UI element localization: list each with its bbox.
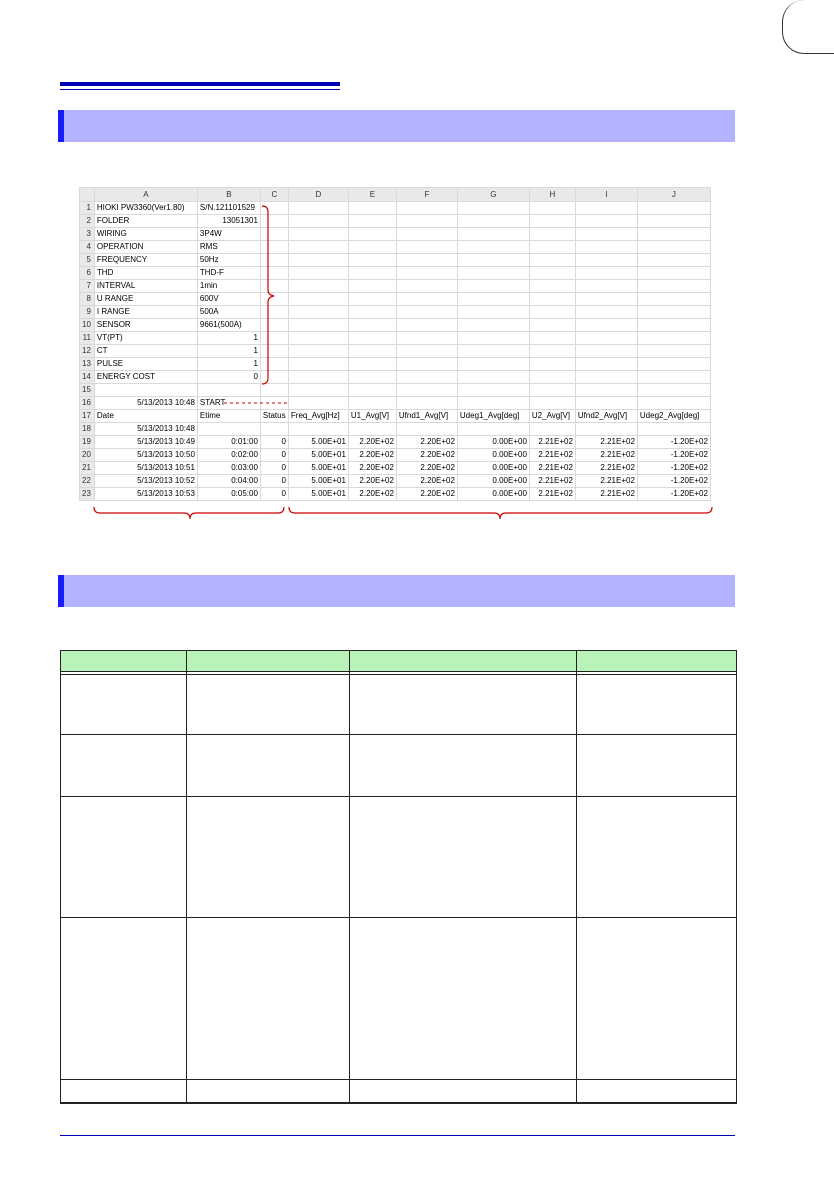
row-number: 5 <box>80 254 95 267</box>
sheet-cell: CT <box>94 345 197 358</box>
column-header: F <box>396 188 457 202</box>
sheet-cell: 0.00E+00 <box>457 449 529 462</box>
sheet-cell: 5/13/2013 10:48 <box>94 423 197 436</box>
sheet-cell: 5/13/2013 10:52 <box>94 475 197 488</box>
table-header-cell <box>577 651 737 672</box>
sheet-cell: OPERATION <box>94 241 197 254</box>
row-number: 14 <box>80 371 95 384</box>
sheet-cell: Udeg1_Avg[deg] <box>457 410 529 423</box>
sheet-cell: 2.21E+02 <box>575 462 637 475</box>
table-header-cell <box>187 651 350 672</box>
table-header-cell <box>350 651 577 672</box>
sheet-cell: Status <box>260 410 288 423</box>
row-number: 8 <box>80 293 95 306</box>
sheet-cell: 2.21E+02 <box>575 449 637 462</box>
sheet-cell: 2.20E+02 <box>348 475 396 488</box>
sheet-cell: Ufnd1_Avg[V] <box>396 410 457 423</box>
table-header-row <box>61 651 737 672</box>
sheet-cell: 2.20E+02 <box>396 488 457 501</box>
column-header: I <box>575 188 637 202</box>
sheet-cell: 0 <box>260 488 288 501</box>
row-number: 15 <box>80 384 95 397</box>
sheet-cell: FREQUENCY <box>94 254 197 267</box>
sheet-cell: 1 <box>197 358 260 371</box>
row-number: 7 <box>80 280 95 293</box>
sheet-cell: 0 <box>260 462 288 475</box>
sheet-cell: -1.20E+02 <box>637 462 710 475</box>
row-number: 17 <box>80 410 95 423</box>
sheet-cell: 2.20E+02 <box>348 436 396 449</box>
sheet-cell: THD <box>94 267 197 280</box>
column-header: A <box>94 188 197 202</box>
row-number: 9 <box>80 306 95 319</box>
table-row <box>61 918 737 1080</box>
sheet-cell: 2.21E+02 <box>529 449 575 462</box>
sheet-cell: Date <box>94 410 197 423</box>
sheet-cell: 1 <box>197 345 260 358</box>
row-number: 1 <box>80 202 95 215</box>
sheet-cell: 2.21E+02 <box>529 488 575 501</box>
annotation-braces <box>0 0 834 560</box>
table-row <box>61 735 737 797</box>
row-number: 19 <box>80 436 95 449</box>
sheet-cell: 0:03:00 <box>197 462 260 475</box>
sheet-cell: 0.00E+00 <box>457 462 529 475</box>
sheet-cell: 0:02:00 <box>197 449 260 462</box>
table-row <box>61 675 737 735</box>
sheet-cell: ENERGY COST <box>94 371 197 384</box>
row-number: 12 <box>80 345 95 358</box>
sheet-cell: 3P4W <box>197 228 260 241</box>
sheet-cell: 0.00E+00 <box>457 436 529 449</box>
column-header: J <box>637 188 710 202</box>
table-row <box>61 797 737 918</box>
sheet-cell: 5/13/2013 10:49 <box>94 436 197 449</box>
sheet-cell: 5.00E+01 <box>288 462 348 475</box>
sheet-cell: -1.20E+02 <box>637 475 710 488</box>
row-number: 16 <box>80 397 95 410</box>
sheet-cell: RMS <box>197 241 260 254</box>
sheet-cell: 2.20E+02 <box>396 449 457 462</box>
sheet-cell: U RANGE <box>94 293 197 306</box>
sheet-cell: 0:01:00 <box>197 436 260 449</box>
sheet-cell: Udeg2_Avg[deg] <box>637 410 710 423</box>
row-number: 2 <box>80 215 95 228</box>
table-header-cell <box>61 651 187 672</box>
sheet-cell: 5.00E+01 <box>288 475 348 488</box>
sheet-cell: 0 <box>260 449 288 462</box>
row-number: 4 <box>80 241 95 254</box>
sheet-cell: VT(PT) <box>94 332 197 345</box>
sheet-cell: 5/13/2013 10:53 <box>94 488 197 501</box>
sheet-cell: 2.21E+02 <box>575 475 637 488</box>
sheet-cell: Etime <box>197 410 260 423</box>
sheet-cell: 2.21E+02 <box>529 462 575 475</box>
sheet-cell: FOLDER <box>94 215 197 228</box>
sheet-cell: START <box>197 397 260 410</box>
sheet-cell: -1.20E+02 <box>637 449 710 462</box>
row-number: 18 <box>80 423 95 436</box>
sheet-cell: SENSOR <box>94 319 197 332</box>
column-header: B <box>197 188 260 202</box>
sheet-cell: 2.21E+02 <box>575 436 637 449</box>
sheet-cell: 2.20E+02 <box>348 449 396 462</box>
sheet-cell: 2.21E+02 <box>575 488 637 501</box>
description-table <box>60 650 737 1104</box>
sheet-cell: 5.00E+01 <box>288 436 348 449</box>
row-number: 13 <box>80 358 95 371</box>
sheet-cell: U1_Avg[V] <box>348 410 396 423</box>
sheet-cell: I RANGE <box>94 306 197 319</box>
sheet-cell: 13051301 <box>197 215 260 228</box>
sheet-cell: 50Hz <box>197 254 260 267</box>
column-header: G <box>457 188 529 202</box>
date-columns-brace <box>94 507 284 519</box>
sheet-cell: -1.20E+02 <box>637 436 710 449</box>
sheet-cell: 5.00E+01 <box>288 449 348 462</box>
sheet-cell: 0:04:00 <box>197 475 260 488</box>
sheet-cell: 1min <box>197 280 260 293</box>
sheet-cell: 5/13/2013 10:50 <box>94 449 197 462</box>
sheet-cell: INTERVAL <box>94 280 197 293</box>
sheet-cell: 600V <box>197 293 260 306</box>
sheet-cell: U2_Avg[V] <box>529 410 575 423</box>
sheet-cell: 1 <box>197 332 260 345</box>
section-bar-edge <box>58 575 64 607</box>
sheet-cell: 0 <box>260 475 288 488</box>
sheet-cell: 0 <box>197 371 260 384</box>
sheet-cell: 5/13/2013 10:51 <box>94 462 197 475</box>
sheet-cell: 2.20E+02 <box>396 462 457 475</box>
sheet-cell: 9661(500A) <box>197 319 260 332</box>
sheet-cell: S/N.121101529 <box>197 202 260 215</box>
sheet-cell: 2.21E+02 <box>529 436 575 449</box>
sheet-cell: 0 <box>260 436 288 449</box>
row-number: 23 <box>80 488 95 501</box>
column-header: D <box>288 188 348 202</box>
sheet-cell: 5.00E+01 <box>288 488 348 501</box>
column-header: E <box>348 188 396 202</box>
row-number: 21 <box>80 462 95 475</box>
sheet-cell: 2.20E+02 <box>396 475 457 488</box>
row-number: 20 <box>80 449 95 462</box>
sheet-cell: WIRING <box>94 228 197 241</box>
section-heading-bar <box>58 575 735 607</box>
sheet-cell: 5/13/2013 10:48 <box>94 397 197 410</box>
sheet-cell: 0:05:00 <box>197 488 260 501</box>
sheet-cell: Freq_Avg[Hz] <box>288 410 348 423</box>
sheet-cell: HIOKI PW3360(Ver1.80) <box>94 202 197 215</box>
footer-rule <box>60 1135 735 1136</box>
sheet-cell: 0.00E+00 <box>457 475 529 488</box>
row-number: 11 <box>80 332 95 345</box>
sheet-cell: 500A <box>197 306 260 319</box>
table-row <box>61 1080 737 1103</box>
sheet-cell: 2.20E+02 <box>348 462 396 475</box>
sheet-cell: -1.20E+02 <box>637 488 710 501</box>
row-number: 22 <box>80 475 95 488</box>
measurement-columns-brace <box>289 507 712 519</box>
sheet-cell: THD-F <box>197 267 260 280</box>
sheet-cell: Ufnd2_Avg[V] <box>575 410 637 423</box>
header-brace <box>262 206 274 384</box>
row-number: 3 <box>80 228 95 241</box>
sheet-cell: 2.20E+02 <box>348 488 396 501</box>
row-number: 6 <box>80 267 95 280</box>
sheet-cell: 2.20E+02 <box>396 436 457 449</box>
sheet-cell: 0.00E+00 <box>457 488 529 501</box>
sheet-cell: PULSE <box>94 358 197 371</box>
row-number: 10 <box>80 319 95 332</box>
column-header: H <box>529 188 575 202</box>
column-header: C <box>260 188 288 202</box>
sheet-cell: 2.21E+02 <box>529 475 575 488</box>
